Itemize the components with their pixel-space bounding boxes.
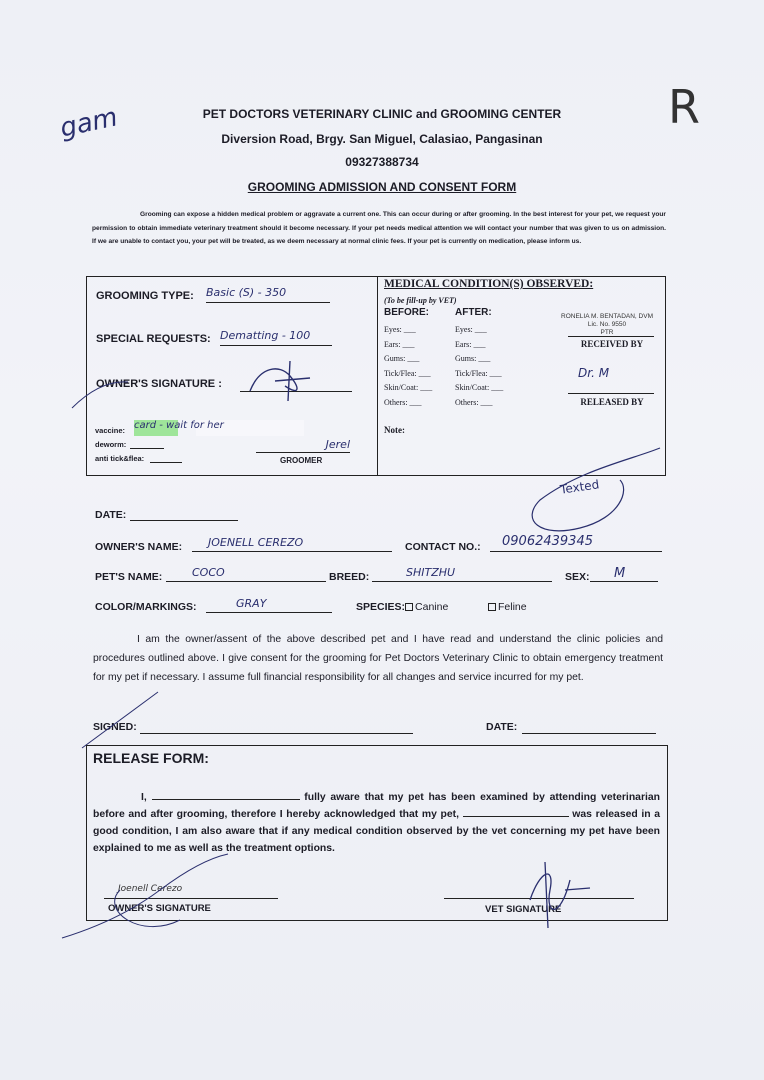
pen-stroke-mark xyxy=(70,380,130,410)
vet-signature-label: VET SIGNATURE xyxy=(485,904,562,915)
released-by-signature: Dr. M xyxy=(578,366,610,380)
release-owner-scribble xyxy=(60,850,230,940)
groomer-label: GROOMER xyxy=(280,456,323,465)
before-label: BEFORE: xyxy=(384,307,429,318)
note-label: Note: xyxy=(384,425,405,435)
sex-label: SEX: xyxy=(565,571,590,583)
species-group xyxy=(356,601,448,613)
before-eyes[interactable]: Eyes: ___ xyxy=(384,325,416,334)
clinic-name: PET DOCTORS VETERINARY CLINIC and GROOMING CENTER xyxy=(202,107,562,121)
color-value: GRAY xyxy=(236,597,267,610)
date-field[interactable] xyxy=(130,520,238,521)
signed-date-label: DATE: xyxy=(486,721,518,733)
released-by-label: RELEASED BY xyxy=(580,397,644,407)
before-gums[interactable]: Gums: ___ xyxy=(384,354,420,363)
color-field[interactable] xyxy=(206,597,332,613)
pet-name-label: PET'S NAME: xyxy=(95,571,163,583)
owner-signature-scribble xyxy=(240,356,330,406)
after-others[interactable]: Others: ___ xyxy=(455,397,493,407)
release-owner-signature-label: OWNER'S SIGNATURE xyxy=(108,903,211,914)
clinic-address: Diversion Road, Brgy. San Miguel, Calasiao, Pangasinan xyxy=(221,132,543,146)
received-by-line[interactable] xyxy=(568,336,654,337)
color-label: COLOR/MARKINGS: xyxy=(95,601,197,613)
grooming-type-field[interactable] xyxy=(206,286,330,303)
owner-name-label: OWNER'S NAME: xyxy=(95,541,183,553)
after-skin-coat[interactable]: Skin/Coat: ___ xyxy=(455,383,504,392)
after-eyes[interactable]: Eyes: ___ xyxy=(455,325,487,334)
owner-name-field[interactable] xyxy=(192,536,392,552)
sex-value: M xyxy=(614,566,626,581)
medical-title: MEDICAL CONDITION(S) OBSERVED: xyxy=(384,278,594,290)
date-label: DATE: xyxy=(95,509,127,521)
vet-stamp-name: RONELIA M. BENTADAN, DVM xyxy=(561,313,653,320)
canine-checkbox[interactable] xyxy=(405,603,413,611)
deworm-field[interactable] xyxy=(130,448,164,449)
signed-field[interactable] xyxy=(140,733,413,734)
pet-name-field[interactable] xyxy=(166,566,326,582)
before-others[interactable]: Others: ___ xyxy=(384,397,422,407)
special-requests-field[interactable] xyxy=(220,329,332,346)
note-handwriting: Texted xyxy=(559,477,601,497)
groomer-signature: Jerel xyxy=(325,438,350,451)
intro-paragraph: Grooming can expose a hidden medical problem or aggravate a current one. This can occur during or after grooming. In the best interest for your pet, we request your permission to obtain immediate veterinary treatment should it become necessary. If your pet needs medical attention we will contact your number that was given to us on admission. If we are unable to contact you, your pet will be treated, as we deem necessary at normal clinic fees. If your pet is currently on medication, please inform us. xyxy=(92,211,666,246)
release-pet-field[interactable] xyxy=(463,806,569,817)
owner-name-value: JOENELL CEREZO xyxy=(208,536,304,549)
release-owner-handwriting: Joenell Cerezo xyxy=(118,884,183,894)
handwritten-note-top-right: R xyxy=(668,80,700,134)
form-title: GROOMING ADMISSION AND CONSENT FORM xyxy=(247,180,517,194)
release-title: RELEASE FORM: xyxy=(93,750,209,766)
after-tick-flea[interactable]: Tick/Flea: ___ xyxy=(455,368,502,378)
grooming-type-value: Basic (S) - 350 xyxy=(206,286,287,299)
before-tick-flea[interactable]: Tick/Flea: ___ xyxy=(384,368,431,378)
breed-value: SHITZHU xyxy=(406,566,456,579)
sex-field[interactable] xyxy=(590,566,658,582)
groomer-signature-field[interactable] xyxy=(256,438,350,453)
clinic-phone: 09327388734 xyxy=(345,155,419,169)
consent-paragraph: I am the owner/assent of the above described pet and I have read and understand the clinic policies and procedures outlined above. I give consent for the grooming for Pet Doctors Veterinary Clinic to obtain emergency treatment for my pet if necessary. I assume full financial responsibility for all changes and service incurred for my pet. xyxy=(93,634,663,683)
release-text-1: fully aware that my pet has been examined by attending veterinarian before and after grooming, therefore I hereby acknowledged that my pet, xyxy=(93,792,661,820)
vet-signature-scribble xyxy=(520,860,600,930)
special-requests-value: Dematting - 100 xyxy=(220,329,311,342)
before-checklist xyxy=(384,323,432,410)
handwritten-note-top-left: gam xyxy=(57,102,121,144)
vet-stamp-ptr: PTR xyxy=(600,329,614,336)
anti-tick-field[interactable] xyxy=(150,462,182,463)
release-name-field[interactable] xyxy=(152,789,300,800)
release-text-2: was released in a good condition, I am also aware that if any medical condition observed by the vet concerning my pet have been explained to me as well as the treatment options. xyxy=(93,809,661,854)
signed-label: SIGNED: xyxy=(93,721,137,733)
breed-field[interactable] xyxy=(372,566,552,582)
contact-field[interactable] xyxy=(490,534,662,552)
after-label: AFTER: xyxy=(455,307,492,318)
contact-value: 09062439345 xyxy=(502,534,593,549)
anti-tick-label: anti tick&flea: xyxy=(95,454,145,463)
species-label: SPECIES: xyxy=(356,601,406,613)
pet-name-value: COCO xyxy=(192,566,225,579)
special-requests-label: SPECIAL REQUESTS: xyxy=(96,333,211,345)
grooming-type-label: GROOMING TYPE: xyxy=(96,290,194,302)
vaccine-label: vaccine: xyxy=(95,426,126,435)
feline-checkbox[interactable] xyxy=(488,603,496,611)
deworm-label: deworm: xyxy=(95,440,127,449)
after-checklist xyxy=(455,323,503,410)
vaccine-value: card - wait for her xyxy=(134,420,224,431)
after-ears[interactable]: Ears: ___ xyxy=(455,339,486,349)
release-paragraph xyxy=(93,789,660,857)
released-by-line[interactable] xyxy=(568,393,654,394)
medical-subtitle: (To be fill-up by VET) xyxy=(384,296,457,305)
after-gums[interactable]: Gums: ___ xyxy=(455,354,491,363)
feline-label: Feline xyxy=(498,601,527,613)
before-ears[interactable]: Ears: ___ xyxy=(384,339,415,349)
note-loop-stroke xyxy=(520,440,670,540)
canine-label: Canine xyxy=(415,601,449,613)
vet-stamp-lic: Lic. No. 9550 xyxy=(587,321,627,328)
release-i: I, xyxy=(141,792,147,803)
before-skin-coat[interactable]: Skin/Coat: ___ xyxy=(384,383,433,392)
contact-label: CONTACT NO.: xyxy=(405,541,481,553)
signed-stroke xyxy=(80,690,160,750)
breed-label: BREED: xyxy=(329,571,370,583)
signed-date-field[interactable] xyxy=(522,733,656,734)
received-by-label: RECEIVED BY xyxy=(580,339,644,349)
owner-signature-label: OWNER'S SIGNATURE : xyxy=(96,378,222,390)
vaccine-field[interactable] xyxy=(134,420,304,436)
feline-option xyxy=(488,601,527,613)
